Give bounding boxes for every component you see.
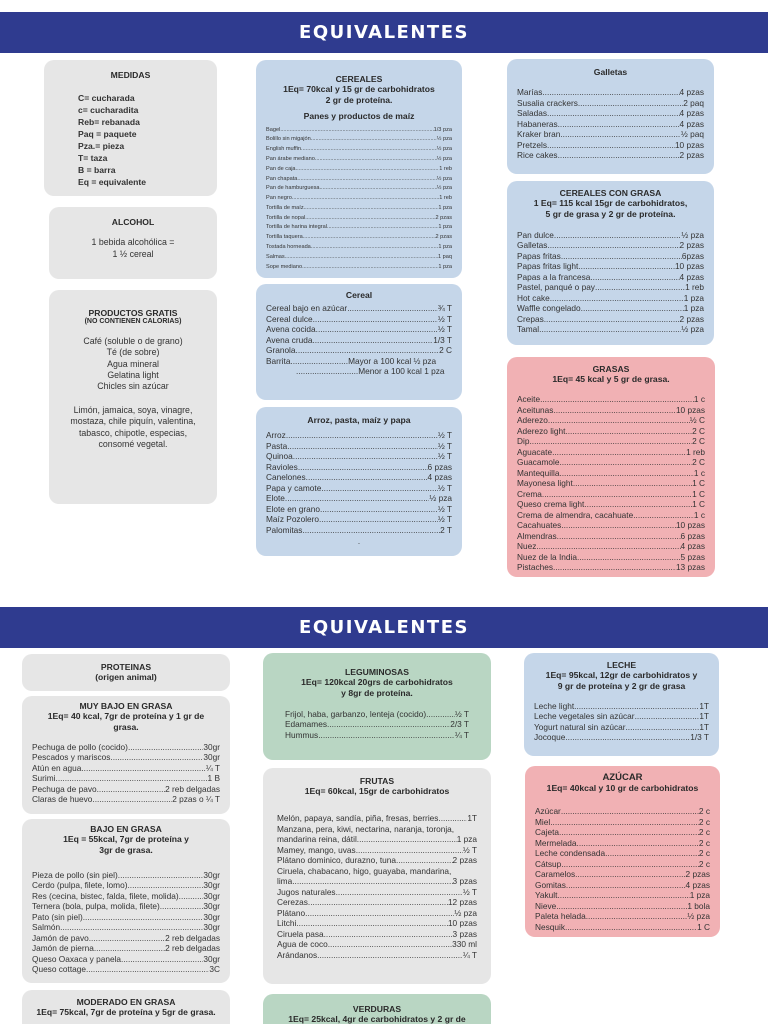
list-item: Plátano ..... ½ pza <box>277 908 477 919</box>
muy-bajo-list <box>32 742 220 805</box>
gratis-line: Té (de sobre) <box>106 347 160 358</box>
list-item: Tortilla taquera ..... 2 pzas <box>266 233 452 243</box>
list-item: Miel ..... 2 c <box>535 817 710 828</box>
leche-card <box>524 653 719 756</box>
list-item: Claras de huevo ..... 2 pzas o ¼ T <box>32 794 220 805</box>
list-item: ...........................Menor a 100 kcal 1 pza <box>296 366 445 377</box>
list-item: Leche light ..... 1T <box>534 701 709 712</box>
galletas-card <box>507 59 714 174</box>
list-item: Guacamole ..... 2 C <box>517 457 705 468</box>
list-item: lima ..... 3 pzas <box>277 876 477 887</box>
list-item: Atún en agua ..... ¼ T <box>32 763 220 774</box>
list-item: Pasta ..... ½ T <box>266 441 452 452</box>
list-item: Pan chapata ..... ½ pza <box>266 175 452 185</box>
list-item: Aceitunas ..... 10 pzas <box>517 405 705 416</box>
list-item: Avena cruda ..... 1/3 T <box>266 335 452 346</box>
list-item: Pescados y mariscos ..... 30gr <box>32 752 220 763</box>
verduras-eq: 1Eq= 25kcal, 4gr de carbohidratos y 2 gr de <box>288 1014 466 1024</box>
grasas-eq: 1Eq= 45 kcal y 5 gr de grasa. <box>552 374 670 385</box>
cereales-card <box>256 60 462 278</box>
cereales-grasa-title: CEREALES CON GRASA <box>559 188 662 198</box>
list-item: Res (cecina, bistec, falda, filete, molida) ..... 30gr <box>32 891 220 902</box>
list-item: Pan dulce ..... ½ pza <box>517 230 704 241</box>
leche-eq: 9 gr de proteína y 2 gr de grasa <box>557 681 686 692</box>
list-item: Salmas ..... 1 paq <box>266 253 452 263</box>
leche-title: LECHE <box>606 660 637 670</box>
list-item: Crema de almendra, cacahuate ..... 1 c <box>517 510 705 521</box>
list-item: Bolillo sin migajón ..... ½ pza <box>266 135 452 145</box>
list-item: Jamón de pierna ..... 2 reb delgadas <box>32 943 220 954</box>
list-item: Queso Oaxaca y panela ..... 30gr <box>32 954 220 965</box>
list-item: Mantequilla ..... 1 c <box>517 468 705 479</box>
list-item: Canelones ..... 4 pzas <box>266 472 452 483</box>
list-item: Maíz Pozolero ..... ½ T <box>266 514 452 525</box>
gratis-line2: Limón, jamaica, soya, vinagre, <box>73 404 193 415</box>
list-item: Elote ..... ½ pza <box>266 493 452 504</box>
cereales-title: CEREALES <box>335 74 383 84</box>
leguminosas-eq: 1Eq= 120kcal 20grs de carbohidratos <box>301 677 453 688</box>
list-item: Aderezo light ..... 2 C <box>517 426 705 437</box>
moderado-card <box>22 990 230 1024</box>
gratis-line2: tabasco, chipotle, especias, <box>78 427 188 438</box>
cereal-title: Cereal <box>345 290 373 300</box>
arroz-title: Arroz, pasta, maíz y papa <box>307 415 411 425</box>
list-item: Yakult ..... 1 pza <box>535 890 710 901</box>
bajo-list <box>32 870 220 975</box>
frutas-list <box>273 813 481 960</box>
list-item: Cajeta ..... 2 c <box>535 827 710 838</box>
list-item: Salmón ..... 30gr <box>32 922 220 933</box>
medidas-line: Paq = paquete <box>78 129 137 140</box>
list-item: Arándanos ..... ¼ T <box>277 950 477 961</box>
moderado-eq: 1Eq= 75kcal, 7gr de proteína y 5gr de grasa. <box>36 1007 216 1018</box>
list-item: Galletas ..... 2 pzas <box>517 240 704 251</box>
list-item: Surimi ..... 1 B <box>32 773 220 784</box>
galletas-list <box>517 87 704 161</box>
azucar-card <box>525 766 720 937</box>
medidas-title: MEDIDAS <box>110 70 151 80</box>
list-item: Marías ..... 4 pzas <box>517 87 704 98</box>
cereales-eq: 1Eq= 70kcal y 15 gr de carbohidratos <box>283 84 435 95</box>
list-item: Jamón de pavo ..... 2 reb delgadas <box>32 933 220 944</box>
list-item: Paleta helada ..... ½ pza <box>535 911 710 922</box>
cereales-eq: 2 gr de proteína. <box>325 95 393 106</box>
azucar-title: AZÚCAR <box>602 772 643 783</box>
cereal-list <box>266 303 452 377</box>
gratis-title: PRODUCTOS GRATIS <box>88 308 178 318</box>
list-item: Cerdo (pulpa, filete, lomo) ..... 30gr <box>32 880 220 891</box>
gratis-line2: consomé vegetal. <box>98 439 168 450</box>
list-item: Hummus ..... ¼ T <box>285 730 469 741</box>
list-item: Aderezo ..... ½ C <box>517 415 705 426</box>
list-item: Pan de hamburguesa ..... ½ pza <box>266 184 452 194</box>
bajo-card <box>22 819 230 983</box>
list-item: Crepas ..... 2 pzas <box>517 314 704 325</box>
list-item: Quinoa ..... ½ T <box>266 451 452 462</box>
list-item: English muffin ..... ½ pza <box>266 145 452 155</box>
alcohol-title: ALCOHOL <box>111 217 155 227</box>
list-item: Almendras ..... 6 pzas <box>517 531 705 542</box>
list-item: Tortilla de maíz ..... 1 pza <box>266 204 452 214</box>
list-item: Mermelada ..... 2 c <box>535 838 710 849</box>
list-item: Elote en grano ..... ½ T <box>266 504 452 515</box>
grasas-card <box>507 357 715 577</box>
list-item: Jocoque ..... 1/3 T <box>534 732 709 743</box>
list-item: Cacahuates ..... 10 pzas <box>517 520 705 531</box>
list-item: Pan de caja ..... 1 reb <box>266 165 452 175</box>
arroz-list <box>266 430 452 549</box>
bajo-eq: 3gr de grasa. <box>99 845 153 856</box>
list-item: Queso crema light ..... 1 C <box>517 499 705 510</box>
list-item: Plátano dominico, durazno, tuna ..... 2 pzas <box>277 855 477 866</box>
medidas-line: c= cucharadita <box>78 105 139 116</box>
list-item: Pechuga de pollo (cocido) ..... 30gr <box>32 742 220 753</box>
frutas-eq: 1Eq= 60kcal, 15gr de carbohidratos <box>304 786 450 797</box>
list-item: Kraker bran ..... ½ paq <box>517 129 704 140</box>
moderado-title: MODERADO EN GRASA <box>76 997 176 1007</box>
bajo-title: BAJO EN GRASA <box>90 824 162 834</box>
list-item: Yogurt natural sin azúcar ..... 1T <box>534 722 709 733</box>
cereales-section: Panes y productos de maíz <box>303 110 415 121</box>
list-item: Frijol, haba, garbanzo, lenteja (cocido) ..... ½ T <box>285 709 469 720</box>
list-item: Nuez de la India ..... 5 pzas <box>517 552 705 563</box>
list-item: Granola ..... 2 C <box>266 345 452 356</box>
list-item: Melón, papaya, sandía, piña, fresas, berries ..... 1T <box>277 813 477 824</box>
list-item: Cerezas ..... 12 pzas <box>277 897 477 908</box>
list-item: Pretzels ..... 10 pzas <box>517 140 704 151</box>
list-item: Pieza de pollo (sin piel) ..... 30gr <box>32 870 220 881</box>
grasas-title: GRASAS <box>592 364 630 374</box>
gratis-line: Agua mineral <box>107 358 159 369</box>
leche-eq: 1Eq= 95kcal, 12gr de carbohidratos y <box>545 670 698 681</box>
list-item: Caramelos ..... 2 pzas <box>535 869 710 880</box>
verduras-card <box>263 994 491 1024</box>
alcohol-card <box>49 207 217 279</box>
list-item: Azúcar ..... 2 c <box>535 806 710 817</box>
list-item: Barrita.........................Mayor a 100 kcal ½ pza <box>266 355 437 366</box>
leguminosas-list <box>273 709 481 741</box>
cereal-card <box>256 284 462 400</box>
medidas-line: B = barra <box>78 165 116 176</box>
list-item: Gomitas ..... 4 pzas <box>535 880 710 891</box>
verduras-title: VERDURAS <box>352 1004 402 1014</box>
medidas-line: C= cucharada <box>78 93 135 104</box>
list-item: Pan árabe mediano ..... ½ pza <box>266 155 452 165</box>
medidas-line: Reb= rebanada <box>78 117 140 128</box>
arroz-card <box>256 407 462 556</box>
list-item: Aguacate ..... 1 reb <box>517 447 705 458</box>
azucar-list <box>535 806 710 932</box>
list-item: Papas a la francesa ..... 4 pzas <box>517 272 704 283</box>
leguminosas-eq: y 8gr de proteína. <box>341 688 413 699</box>
list-item: Dip ..... 2 C <box>517 436 705 447</box>
list-item: Jugos naturales ..... ½ T <box>277 887 477 898</box>
proteinas-title: PROTEINAS <box>100 662 152 672</box>
banner-bottom: EQUIVALENTES <box>0 607 768 648</box>
list-item: Papas fritas ..... 6pzas <box>517 251 704 262</box>
cereales-grasa-list <box>517 230 704 335</box>
list-item: Tostada horneada ..... 1 pza <box>266 243 452 253</box>
list-item: Mayonesa light ..... 1 C <box>517 478 705 489</box>
leguminosas-title: LEGUMINOSAS <box>345 667 409 677</box>
leguminosas-card <box>263 653 491 760</box>
list-item: Edamames ..... 2/3 T <box>285 719 469 730</box>
gratis-line: Café (soluble o de grano) <box>83 335 183 346</box>
cereales-grasa-eq: 5 gr de grasa y 2 gr de proteína. <box>545 209 676 220</box>
list-item: Nesquik ..... 1 C <box>535 922 710 933</box>
list-item: Leche vegetales sin azúcar ..... 1T <box>534 711 709 722</box>
list-item: Aceite ..... 1 c <box>517 394 705 405</box>
list-item: mandarina reina, dátil ..... 1 pza <box>277 834 477 845</box>
azucar-eq: 1Eq= 40kcal y 10 gr de carbohidratos <box>546 783 699 794</box>
list-item: Pastel, panqué o pay ..... 1 reb <box>517 282 704 293</box>
gratis-subtitle: (NO CONTIENEN CALORIAS) <box>84 318 182 326</box>
list-item: Susalia crackers ..... 2 paq <box>517 98 704 109</box>
list-item: Saladas ..... 4 pzas <box>517 108 704 119</box>
list-item: Rice cakes ..... 2 pzas <box>517 150 704 161</box>
cereales-grasa-eq: 1 Eq= 115 kcal 15gr de carbohidratos, <box>533 198 688 209</box>
list-item: Arroz ..... ½ T <box>266 430 452 441</box>
medidas-list <box>54 92 207 188</box>
cereales-grasa-card <box>507 181 714 345</box>
muy-bajo-card <box>22 696 230 814</box>
alcohol-line: 1 bebida alcohólica = <box>91 237 175 248</box>
list-item: Nuez ..... 4 pzas <box>517 541 705 552</box>
list-item: Leche condensada ..... 2 c <box>535 848 710 859</box>
list-item: Sope mediano ..... 1 pza <box>266 263 452 273</box>
list-item: Manzana, pera, kiwi, nectarina, naranja, toronja, <box>277 823 455 834</box>
list-item: Palomitas ..... 2 T <box>266 525 452 536</box>
leche-list <box>534 701 709 743</box>
list-item: Crema ..... 1 C <box>517 489 705 500</box>
gratis-line2: mostaza, chile piquín, valentina, <box>70 416 196 427</box>
medidas-line: Pza.= pieza <box>78 141 125 152</box>
list-item: Papas fritas light ..... 10 pzas <box>517 261 704 272</box>
list-item: Pan negro ..... 1 reb <box>266 194 452 204</box>
list-item: Waffle congelado ..... 1 pza <box>517 303 704 314</box>
medidas-card <box>44 60 217 196</box>
medidas-line: T= taza <box>78 153 108 164</box>
list-item: Avena cocida ..... ½ T <box>266 324 452 335</box>
list-item: Ciruela pasa ..... 3 pzas <box>277 929 477 940</box>
list-item: Queso cottage ..... 3C <box>32 964 220 975</box>
alcohol-line: 1 ½ cereal <box>112 248 154 259</box>
gratis-line: Gelatina light <box>107 369 159 380</box>
list-item: Mamey, mango, uvas ..... ½ T <box>277 845 477 856</box>
frutas-card <box>263 768 491 984</box>
list-item: Papa y camote ..... ½ T <box>266 483 452 494</box>
galletas-title: Galletas <box>593 67 628 77</box>
muy-bajo-eq: 1Eq= 40 kcal, 7gr de proteína y 1 gr de <box>47 711 205 722</box>
banner-top: EQUIVALENTES <box>0 12 768 53</box>
list-item: Cátsup ..... 2 c <box>535 859 710 870</box>
list-item: Nieve ..... 1 bola <box>535 901 710 912</box>
list-item: Cereal dulce ..... ½ T <box>266 314 452 325</box>
muy-bajo-title: MUY BAJO EN GRASA <box>79 701 173 711</box>
list-item: Cereal bajo en azúcar ..... ¾ T <box>266 303 452 314</box>
medidas-line: Eq = equivalente <box>78 177 147 188</box>
list-item: Pechuga de pavo ..... 2 reb delgadas <box>32 784 220 795</box>
list-item: Ciruela, chabacano, higo, guayaba, mandarina, <box>277 865 452 876</box>
list-item: Habaneras ..... 4 pzas <box>517 119 704 130</box>
gratis-card <box>49 290 217 504</box>
stray-dot: . <box>357 537 361 547</box>
list-item: Pato (sin piel) ..... 30gr <box>32 912 220 923</box>
gratis-line: Chicles sin azúcar <box>97 381 169 392</box>
grasas-list <box>517 394 705 573</box>
list-item: Pistaches ..... 13 pzas <box>517 562 705 573</box>
list-item: Bagel ..... 1/3 pza <box>266 126 452 136</box>
list-item: Agua de coco ..... 330 ml <box>277 939 477 950</box>
muy-bajo-eq: grasa. <box>113 722 139 733</box>
list-item: Tamal ..... ½ pza <box>517 324 704 335</box>
bajo-eq: 1Eq = 55kcal, 7gr de proteína y <box>63 834 189 845</box>
list-item: Ternera (bola, pulpa, molida, filete) ..... 30gr <box>32 901 220 912</box>
list-item: Tortilla de harina integral ..... 1 pza <box>266 223 452 233</box>
frutas-title: FRUTAS <box>359 776 395 786</box>
proteinas-card <box>22 654 230 691</box>
cereales-list <box>266 126 452 273</box>
proteinas-subtitle: (origen animal) <box>95 672 157 683</box>
list-item: Tortilla de nopal ..... 2 pzas <box>266 214 452 224</box>
list-item: Litchi ..... 10 pzas <box>277 918 477 929</box>
list-item: Ravioles ..... 6 pzas <box>266 462 452 473</box>
list-item: Hot cake ..... 1 pza <box>517 293 704 304</box>
